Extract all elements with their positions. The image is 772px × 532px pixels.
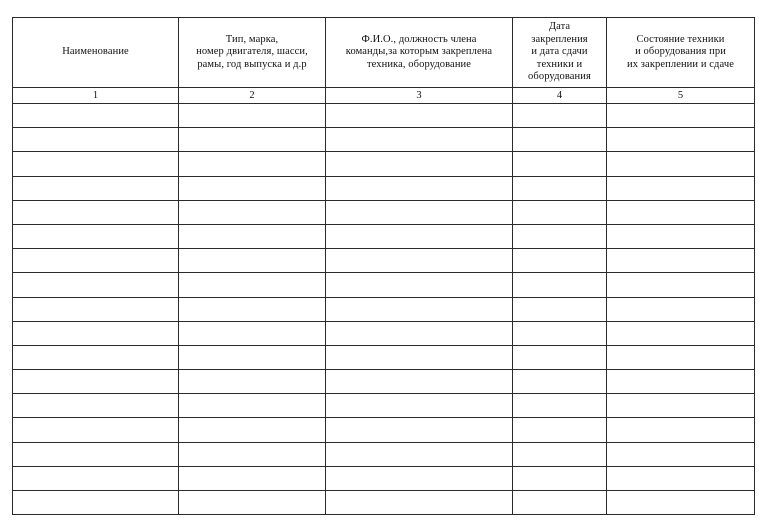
blank-entry-cell[interactable] (326, 176, 513, 200)
blank-entry-cell[interactable] (326, 321, 513, 345)
table-row (13, 176, 755, 200)
table-row (13, 394, 755, 418)
table-row (13, 345, 755, 369)
table-row (13, 466, 755, 490)
blank-entry-cell[interactable] (513, 176, 607, 200)
blank-entry-cell[interactable] (179, 418, 326, 442)
blank-entry-cell[interactable] (607, 176, 755, 200)
blank-entry-cell[interactable] (179, 394, 326, 418)
column-header-assigned-person-text: Ф.И.О., должность члена команды,за которым закреплена техника, оборудование (345, 33, 493, 70)
blank-entry-cell[interactable] (179, 442, 326, 466)
table-row (13, 249, 755, 273)
table-row (13, 224, 755, 248)
blank-entry-cell[interactable] (326, 345, 513, 369)
blank-entry-cell[interactable] (607, 104, 755, 128)
blank-entry-cell[interactable] (607, 491, 755, 515)
blank-entry-cell[interactable] (13, 370, 179, 394)
blank-entry-cell[interactable] (607, 297, 755, 321)
blank-entry-cell[interactable] (179, 345, 326, 369)
blank-entry-cell[interactable] (513, 273, 607, 297)
blank-entry-cell[interactable] (607, 128, 755, 152)
table-row (13, 104, 755, 128)
blank-entry-cell[interactable] (607, 418, 755, 442)
blank-entry-cell[interactable] (607, 273, 755, 297)
blank-entry-cell[interactable] (607, 466, 755, 490)
table-row (13, 200, 755, 224)
table-row (13, 491, 755, 515)
blank-entry-cell[interactable] (513, 418, 607, 442)
blank-entry-cell[interactable] (513, 345, 607, 369)
blank-entry-cell[interactable] (607, 152, 755, 176)
table-row (13, 297, 755, 321)
blank-entry-cell[interactable] (179, 491, 326, 515)
blank-entry-cell[interactable] (513, 249, 607, 273)
blank-entry-cell[interactable] (13, 176, 179, 200)
blank-entry-cell[interactable] (326, 200, 513, 224)
blank-entry-cell[interactable] (326, 297, 513, 321)
blank-entry-cell[interactable] (179, 321, 326, 345)
blank-entry-cell[interactable] (13, 104, 179, 128)
blank-entry-cell[interactable] (513, 297, 607, 321)
column-header-name (13, 18, 179, 88)
blank-entry-cell[interactable] (607, 345, 755, 369)
blank-entry-cell[interactable] (179, 249, 326, 273)
blank-entry-cell[interactable] (326, 104, 513, 128)
blank-entry-cell[interactable] (513, 370, 607, 394)
blank-entry-cell[interactable] (326, 491, 513, 515)
table-row (13, 370, 755, 394)
blank-entry-cell[interactable] (326, 128, 513, 152)
blank-entry-cell[interactable] (326, 273, 513, 297)
table-row (13, 128, 755, 152)
blank-entry-cell[interactable] (13, 394, 179, 418)
table-row (13, 418, 755, 442)
blank-entry-cell[interactable] (179, 200, 326, 224)
blank-entry-cell[interactable] (607, 394, 755, 418)
blank-entry-cell[interactable] (13, 466, 179, 490)
column-number-row (13, 88, 755, 104)
column-number-1: 1 (13, 88, 179, 104)
blank-entry-cell[interactable] (179, 128, 326, 152)
blank-entry-cell[interactable] (326, 224, 513, 248)
column-number-2: 2 (179, 88, 326, 104)
blank-entry-cell[interactable] (13, 224, 179, 248)
blank-entry-cell[interactable] (326, 466, 513, 490)
blank-entry-cell[interactable] (179, 176, 326, 200)
equipment-register-sheet (12, 17, 754, 521)
blank-entry-cell[interactable] (513, 224, 607, 248)
blank-entry-cell[interactable] (13, 418, 179, 442)
blank-entry-cell[interactable] (326, 442, 513, 466)
blank-entry-cell[interactable] (513, 128, 607, 152)
column-number-5: 5 (607, 88, 755, 104)
blank-entry-cell[interactable] (607, 442, 755, 466)
blank-entry-cell[interactable] (179, 297, 326, 321)
blank-entry-cell[interactable] (607, 200, 755, 224)
column-header-type-model (179, 18, 326, 88)
table-row (13, 273, 755, 297)
blank-entry-cell[interactable] (513, 394, 607, 418)
column-header-dates (513, 18, 607, 88)
blank-entry-cell[interactable] (513, 321, 607, 345)
blank-entry-cell[interactable] (326, 152, 513, 176)
column-header-condition (607, 18, 755, 88)
blank-entry-cell[interactable] (13, 200, 179, 224)
table-row (13, 152, 755, 176)
blank-entry-cell[interactable] (607, 224, 755, 248)
equipment-register-table (12, 17, 755, 515)
column-number-4: 4 (513, 88, 607, 104)
column-number-3: 3 (326, 88, 513, 104)
blank-entry-cell[interactable] (607, 249, 755, 273)
column-header-assigned-person (326, 18, 513, 88)
blank-entry-cell[interactable] (13, 273, 179, 297)
blank-entry-cell[interactable] (179, 273, 326, 297)
blank-entry-cell[interactable] (179, 152, 326, 176)
blank-entry-cell[interactable] (13, 345, 179, 369)
blank-entry-cell[interactable] (513, 491, 607, 515)
blank-entry-cell[interactable] (326, 370, 513, 394)
blank-entry-cell[interactable] (13, 249, 179, 273)
blank-entry-cell[interactable] (179, 104, 326, 128)
blank-entry-cell[interactable] (607, 321, 755, 345)
blank-entry-cell[interactable] (179, 370, 326, 394)
register-body (13, 104, 755, 515)
table-row (13, 321, 755, 345)
blank-entry-cell[interactable] (513, 200, 607, 224)
blank-entry-cell[interactable] (179, 466, 326, 490)
column-header-condition-text: Состояние техники и оборудования при их закреплении и сдаче (627, 33, 734, 70)
blank-entry-cell[interactable] (607, 370, 755, 394)
blank-entry-cell[interactable] (13, 321, 179, 345)
blank-entry-cell[interactable] (326, 249, 513, 273)
column-header-dates-text: Дата закрепления и дата сдачи техники и оборудования (528, 21, 591, 83)
blank-entry-cell[interactable] (513, 104, 607, 128)
blank-entry-cell[interactable] (513, 442, 607, 466)
blank-entry-cell[interactable] (513, 152, 607, 176)
header-row (13, 18, 755, 88)
column-header-type-model-text: Тип, марка, номер двигателя, шасси, рамы, год выпуска и д.р (196, 33, 308, 70)
blank-entry-cell[interactable] (13, 128, 179, 152)
blank-entry-cell[interactable] (179, 224, 326, 248)
blank-entry-cell[interactable] (13, 152, 179, 176)
blank-entry-cell[interactable] (326, 418, 513, 442)
blank-entry-cell[interactable] (513, 466, 607, 490)
blank-entry-cell[interactable] (13, 297, 179, 321)
blank-entry-cell[interactable] (13, 442, 179, 466)
blank-entry-cell[interactable] (13, 491, 179, 515)
column-header-name-text: Наименование (62, 46, 129, 58)
table-row (13, 442, 755, 466)
blank-entry-cell[interactable] (326, 394, 513, 418)
